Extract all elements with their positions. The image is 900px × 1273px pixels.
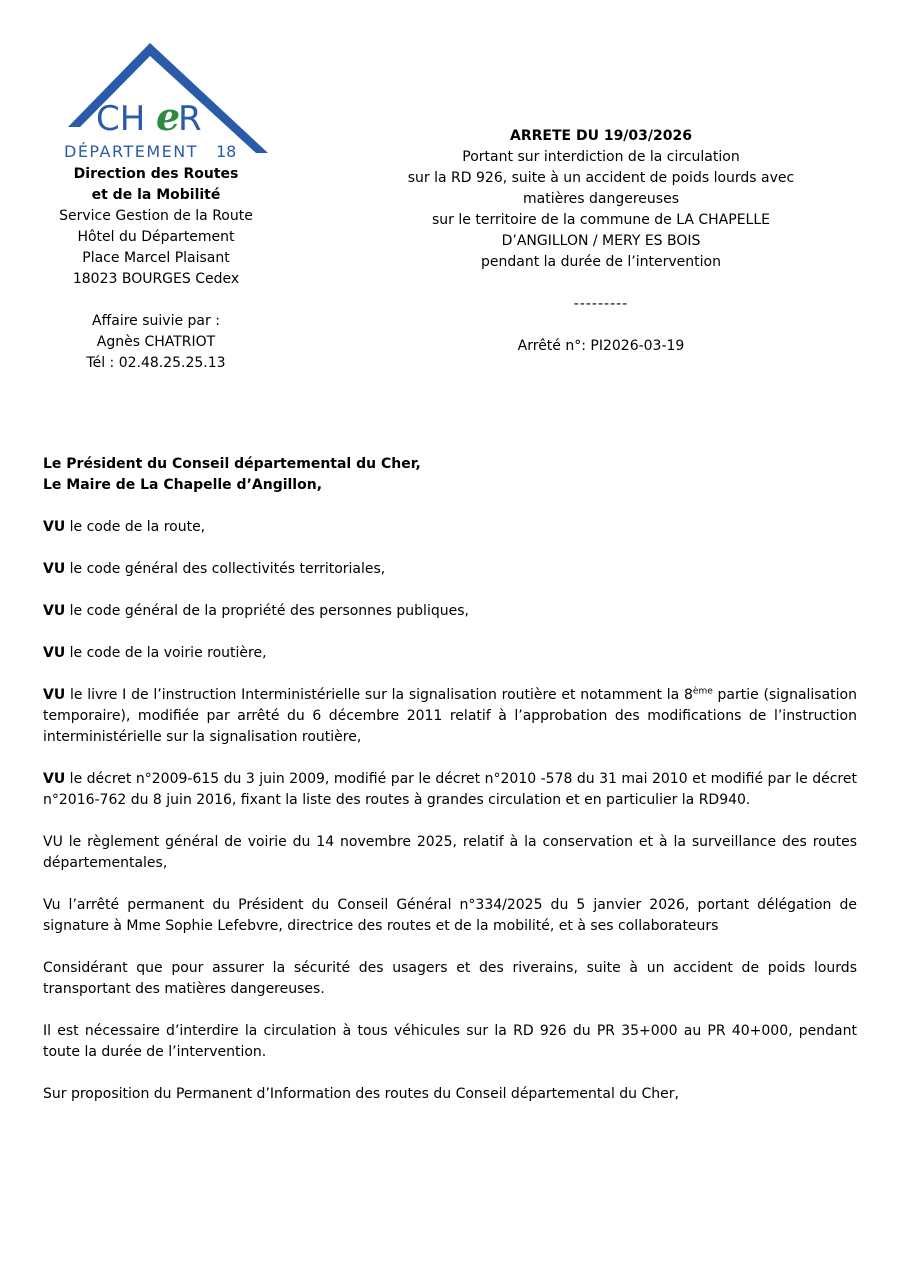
decree-subject-line3: matières dangereuses (523, 191, 679, 207)
sender-block (40, 164, 272, 374)
vu-keyword: VU (43, 561, 66, 577)
logo-subtitle: DÉPARTEMENT (64, 142, 198, 160)
logo-brand-right: R (178, 99, 202, 139)
decree-subject-line1: Portant sur interdiction de la circulation (462, 149, 740, 165)
vu-voirie: VU le code de la voirie routière, (43, 645, 267, 661)
vu-arrete-permanent: Vu l’arrêté permanent du Président du Conseil Général n°334/2025 du 5 janvier 2026, portant délégation de signature à Mme Sophie Lefebvre, directrice des routes et de la mobilité, et à ses collaborateurs (43, 897, 857, 934)
sender-building: Hôtel du Département (77, 229, 235, 245)
decree-header (400, 126, 802, 357)
considering-paragraph: Considérant que pour assurer la sécurité des usagers et des riverains, suite à un accident de poids lourds transportant des matières dangereuses. (43, 960, 857, 997)
necessity-paragraph: Il est nécessaire d’interdire la circulation à tous véhicules sur la RD 926 du PR 35+000 au PR 40+000, pendant toute la durée de l’intervention. (43, 1023, 857, 1060)
sender-service: Service Gestion de la Route (59, 208, 253, 224)
sender-street: Place Marcel Plaisant (82, 250, 230, 266)
logo-brand-accent: e (156, 94, 181, 139)
header-separator: --------- (573, 296, 629, 312)
sender-city: 18023 BOURGES Cedex (72, 271, 240, 287)
vu-code-route: VU le code de la route, (43, 519, 206, 535)
decree-body (43, 454, 857, 1105)
decree-subject-line2: sur la RD 926, suite à un accident de poids lourds avec (407, 170, 795, 186)
addressee-president: Le Président du Conseil départemental du Cher, (43, 456, 421, 472)
vu-keyword: VU (43, 771, 66, 787)
vu-instruction: VU le livre I de l’instruction Interministérielle sur la signalisation routière et notamment la 8ème partie (signalisation temporaire), modifiée par arrêté du 6 décembre 2011 relatif à l’approbation des modifications de l’instruction interministérielle sur la signalisation routière, (43, 686, 857, 745)
followed-by-name: Agnès CHATRIOT (96, 334, 216, 350)
vu-keyword: VU (43, 603, 66, 619)
logo-number: 18 (216, 142, 237, 160)
vu-decret: VU le décret n°2009-615 du 3 juin 2009, modifié par le décret n°2010 -578 du 31 mai 2010 et modifié par le décret n°2016-762 du 8 juin 2016, fixant la liste des routes à grandes circulation et en particulier la RD940. (43, 771, 857, 808)
decree-title: ARRETE DU 19/03/2026 (510, 128, 692, 144)
vu-keyword: VU (43, 687, 66, 703)
sender-direction-line1: Direction des Routes (73, 166, 239, 182)
sender-direction-line2: et de la Mobilité (91, 187, 221, 203)
followed-by-label: Affaire suivie par : (92, 313, 220, 329)
contact-phone: Tél : 02.48.25.25.13 (86, 355, 226, 371)
addressee-mayor: Le Maire de La Chapelle d’Angillon, (43, 477, 323, 493)
roof-icon (60, 40, 270, 160)
vu-reglement: VU le règlement général de voirie du 14 novembre 2025, relatif à la conservation et à la surveillance des routes départementales, (43, 834, 857, 871)
addressees (43, 454, 857, 496)
decree-subject-line5: D’ANGILLON / MERY ES BOIS (501, 233, 701, 249)
logo-brand-left: CH (96, 99, 146, 139)
vu-cgct: VU le code général des collectivités territoriales, (43, 561, 386, 577)
vu-cg3p: VU le code général de la propriété des personnes publiques, (43, 603, 469, 619)
vu-keyword: VU (43, 519, 66, 535)
decree-reference: Arrêté n°: PI2026-03-19 (517, 338, 685, 354)
vu-keyword: VU (43, 645, 66, 661)
cher-department-logo (60, 40, 270, 160)
proposal-paragraph: Sur proposition du Permanent d’Information des routes du Conseil départemental du Cher, (43, 1086, 679, 1102)
decree-subject-line6: pendant la durée de l’intervention (481, 254, 721, 270)
decree-subject-line4: sur le territoire de la commune de LA CHAPELLE (432, 212, 770, 228)
